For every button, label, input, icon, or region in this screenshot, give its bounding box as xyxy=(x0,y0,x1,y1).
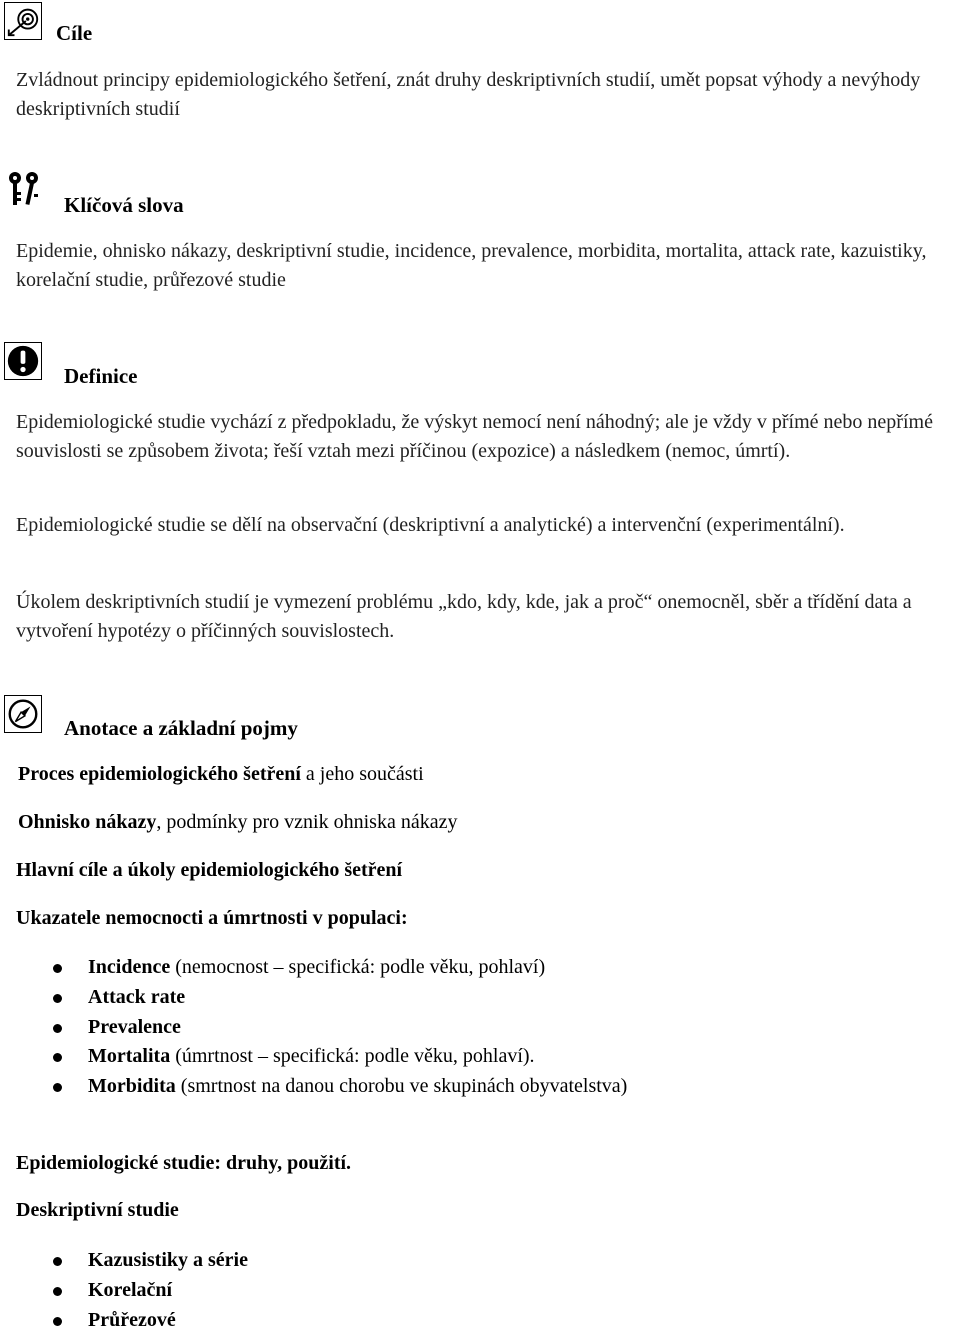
annotation-line-process xyxy=(18,761,424,787)
goals-text: Zvládnout principy epidemiologického šetření, znát druhy deskriptivních studií, umět popsat výhody a nevýhody deskriptivních studií xyxy=(16,69,921,120)
exclamation-icon xyxy=(4,342,42,380)
compass-icon xyxy=(4,695,42,733)
descriptive-types-list xyxy=(16,1246,248,1335)
study-type: Průřezové xyxy=(88,1308,176,1331)
list-item xyxy=(16,1072,627,1102)
annotation-line-indicators: Ukazatele nemocnocti a úmrtnosti v populaci: xyxy=(16,907,408,929)
bullet-icon xyxy=(53,1287,62,1296)
bullet-icon xyxy=(53,1083,62,1092)
list-item xyxy=(16,953,627,983)
bullet-icon xyxy=(53,1257,62,1266)
study-type: Kazusistiky a série xyxy=(88,1249,248,1271)
target-icon xyxy=(4,2,42,40)
indicator-term: Incidence xyxy=(88,956,171,978)
outbreak-term: Ohnisko nákazy xyxy=(18,811,157,833)
bullet-icon xyxy=(53,1053,62,1062)
definition-paragraph-3: Úkolem deskriptivních studií je vymezení problému „kdo, kdy, kde, jak a proč“ onemocněl, sběr a třídění data a vytvoření hypotézy o příčinných souvislostech. xyxy=(16,591,912,642)
indicator-term: Morbidita xyxy=(88,1075,176,1098)
keywords-text: Epidemie, ohnisko nákazy, deskriptivní studie, incidence, prevalence, morbidita, mortalita, attack rate, kazuistiky, korelační studie, průřezové studie xyxy=(16,240,927,291)
definition-paragraph-2: Epidemiologické studie se dělí na observační (deskriptivní a analytické) a intervenční (experimentální). xyxy=(16,514,845,536)
list-item xyxy=(16,1013,627,1043)
annotation-line-outbreak xyxy=(18,809,457,835)
annotation-line-goals: Hlavní cíle a úkoly epidemiologického šetření xyxy=(16,859,403,881)
goals-heading: Cíle xyxy=(56,21,93,45)
indicators-list xyxy=(16,953,627,1102)
definition-paragraph-1: Epidemiologické studie vychází z předpokladu, že výskyt nemocí není náhodný; ale je vždy v přímé nebo nepřímé souvislosti se způsobem života; řeší vztah mezi příčinou (expozice) a následkem (nemoc, úmrtí). xyxy=(16,411,933,462)
indicator-detail: (nemocnost – specifická: podle věku, pohlaví) xyxy=(170,956,546,978)
bullet-icon xyxy=(53,1024,62,1033)
list-item xyxy=(16,1306,248,1335)
indicator-term: Prevalence xyxy=(88,1015,181,1038)
process-term: Proces epidemiologického šetření xyxy=(18,763,301,785)
annotation-heading: Anotace a základní pojmy xyxy=(64,716,298,740)
bullet-icon xyxy=(53,994,62,1003)
outbreak-rest: , podmínky pro vznik ohniska nákazy xyxy=(156,811,458,833)
list-item xyxy=(16,1042,627,1072)
definition-heading: Definice xyxy=(64,364,138,388)
indicator-term: Mortalita xyxy=(88,1045,171,1068)
list-item xyxy=(16,983,627,1013)
indicator-term: Attack rate xyxy=(88,985,186,1008)
indicator-detail: (smrtnost na danou chorobu ve skupinách obyvatelstva) xyxy=(175,1075,628,1098)
study-type: Korelační xyxy=(88,1278,173,1301)
bullet-icon xyxy=(53,1317,62,1326)
keys-icon xyxy=(4,170,42,208)
keywords-heading: Klíčová slova xyxy=(64,193,184,217)
process-rest: a jeho součásti xyxy=(300,763,424,785)
list-item xyxy=(16,1276,248,1306)
studies-types-heading: Epidemiologické studie: druhy, použití. xyxy=(16,1152,352,1174)
bullet-icon xyxy=(53,964,62,973)
descriptive-studies-heading: Deskriptivní studie xyxy=(16,1199,179,1221)
list-item xyxy=(16,1246,248,1276)
indicator-detail: (úmrtnost – specifická: podle věku, pohlaví). xyxy=(170,1045,535,1068)
